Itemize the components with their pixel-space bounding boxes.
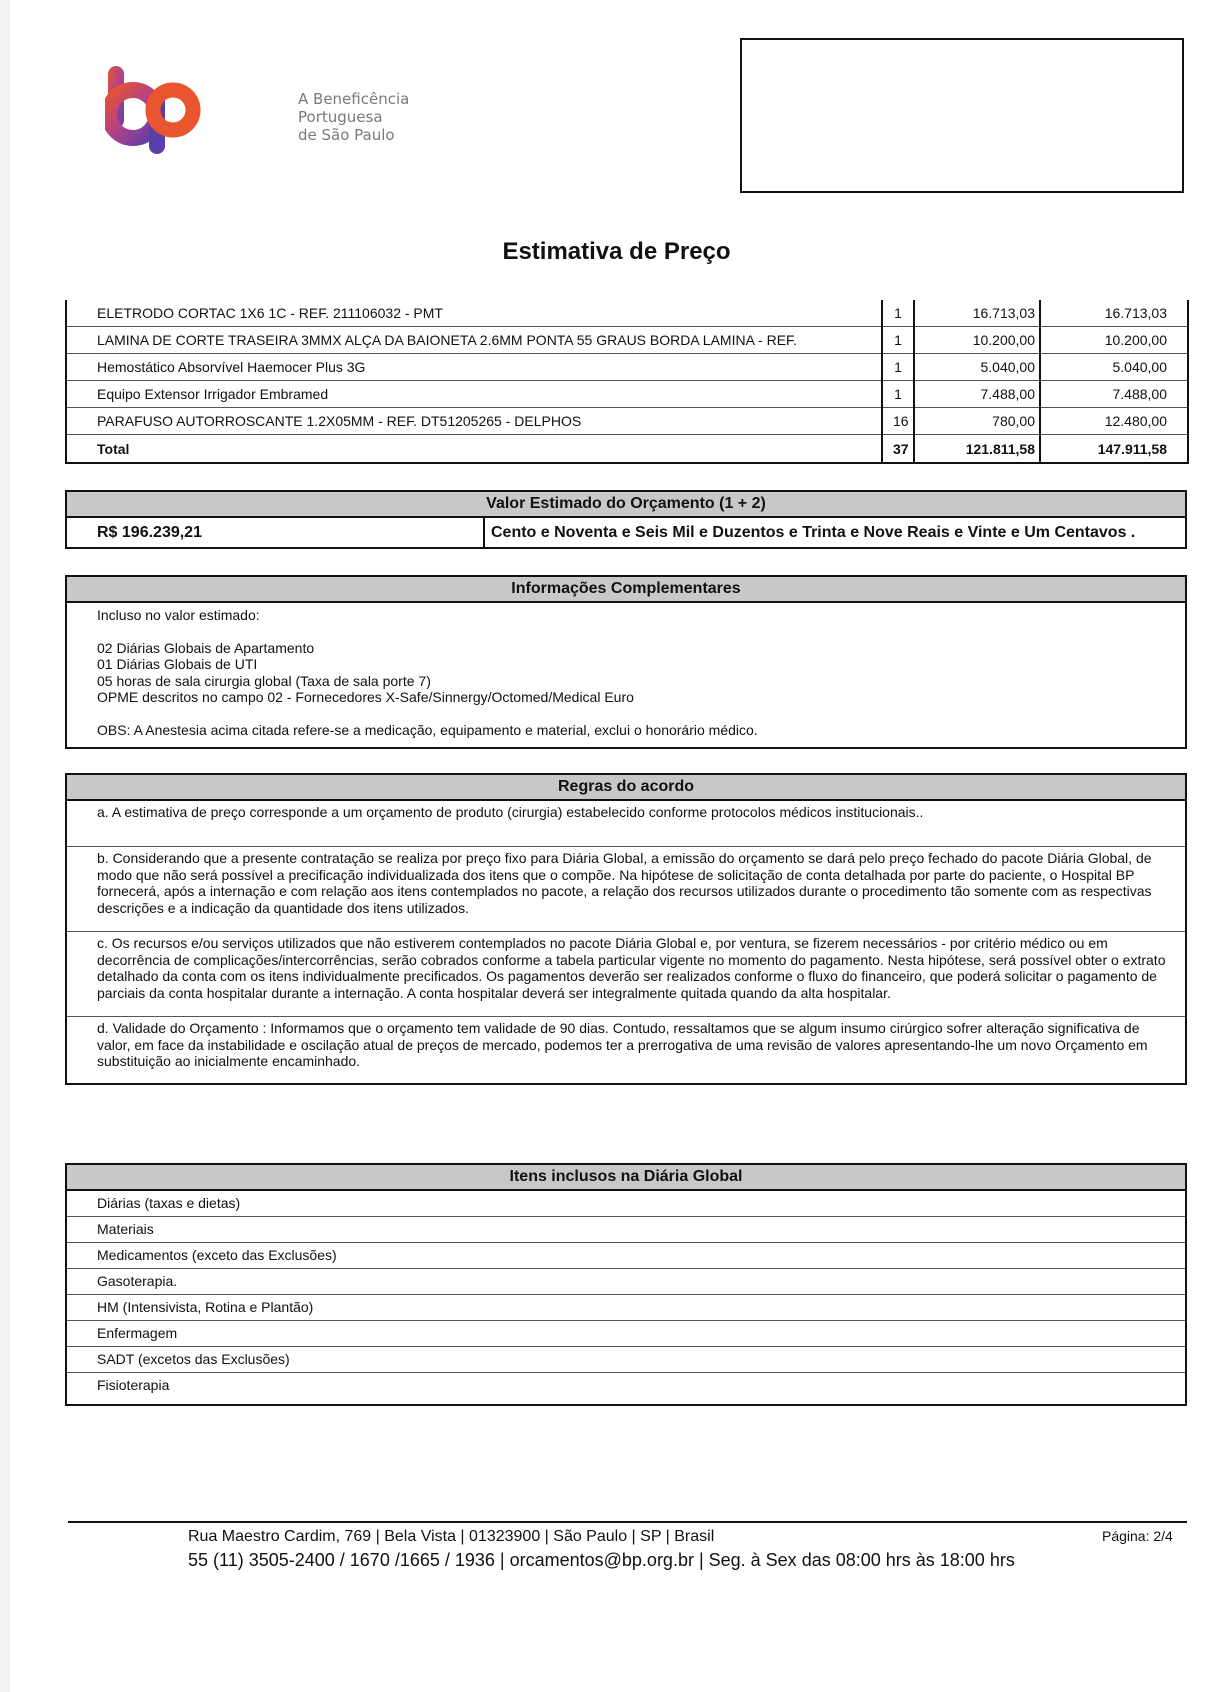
item-qty: 1 bbox=[882, 354, 914, 381]
valor-amount: R$ 196.239,21 bbox=[67, 518, 485, 548]
rule-item: d. Validade do Orçamento : Informamos que o orçamento tem validade de 90 dias. Contudo, ressaltamos que se algum insumo cirúrgico sofrer alteração significativa de valor, em face da instabilidade e oscilação atual de preços de mercado, podemos ter a prerrogativa de uma revisão de valores apresentando-lhe um novo Orçamento em substituição ao inicialmente encaminhado. bbox=[97, 1020, 1148, 1069]
total-unit: 121.811,58 bbox=[914, 435, 1040, 464]
footer-address: Rua Maestro Cardim, 769 | Bela Vista | 01323900 | São Paulo | SP | Brasil bbox=[188, 1528, 715, 1545]
item-total: 5.040,00 bbox=[1040, 354, 1188, 381]
included-section bbox=[65, 1163, 1187, 1406]
total-row bbox=[66, 435, 1188, 464]
included-header: Itens inclusos na Diária Global bbox=[67, 1165, 1185, 1191]
info-line: OPME descritos no campo 02 - Fornecedores X-Safe/Sinnergy/Octomed/Medical Euro bbox=[97, 689, 634, 705]
info-obs: OBS: A Anestesia acima citada refere-se a medicação, equipamento e material, exclui o honorário médico. bbox=[97, 721, 758, 738]
item-unit: 5.040,00 bbox=[914, 354, 1040, 381]
list-item: Materiais bbox=[67, 1217, 1185, 1243]
item-unit: 10.200,00 bbox=[914, 327, 1040, 354]
table-row bbox=[66, 408, 1188, 435]
rules-header: Regras do acordo bbox=[67, 775, 1185, 801]
bp-logo-icon bbox=[105, 62, 205, 162]
rule-item: c. Os recursos e/ou serviços utilizados que não estiverem contemplados no pacote Diária Global e, por ventura, se fizerem necessários - por critério médico ou em decorrência de complicações/intercorrências, serão cobrados conforme a tabela particular vigente no momento do pagamento. Nesta hipótese, será possível obter o extrato detalhado da conta com os itens individualmente precificados. Os pagamentos deverão ser realizados conforme o fluxo do financeiro, que poderá solicitar o pagamento de parciais da conta hospitalar durante a internação. A conta hospitalar deverá ser integralmente quitada quando da alta hospitalar. bbox=[67, 932, 1185, 1017]
info-intro: Incluso no valor estimado: bbox=[97, 607, 260, 623]
list-item: Enfermagem bbox=[67, 1321, 1185, 1347]
org-name bbox=[298, 90, 409, 144]
info-section bbox=[65, 575, 1187, 749]
item-desc: LAMINA DE CORTE TRASEIRA 3MMX ALÇA DA BAIONETA 2.6MM PONTA 55 GRAUS BORDA LAMINA - REF. bbox=[66, 327, 882, 354]
footer-divider bbox=[68, 1521, 1187, 1523]
item-desc: Hemostático Absorvível Haemocer Plus 3G bbox=[66, 354, 882, 381]
item-qty: 1 bbox=[882, 327, 914, 354]
item-qty: 1 bbox=[882, 381, 914, 408]
valor-estimado-section bbox=[65, 490, 1187, 549]
info-body bbox=[67, 603, 1185, 748]
item-desc: PARAFUSO AUTORROSCANTE 1.2X05MM - REF. DT51205265 - DELPHOS bbox=[66, 408, 882, 435]
item-total: 12.480,00 bbox=[1040, 408, 1188, 435]
page-number: Página: 2/4 bbox=[1102, 1528, 1173, 1544]
info-line: 05 horas de sala cirurgia global (Taxa de sala porte 7) bbox=[97, 672, 431, 689]
rule-item: b. Considerando que a presente contratação se realiza por preço fixo para Diária Global, a emissão do orçamento se dará pelo preço fechado do pacote Diária Global, de modo que não será possível a precificação individualizada dos itens que o compõe. Na hipótese de solicitação de conta detalhada por parte do paciente, o Hospital BP fornecerá, após a internação e com relação aos itens contemplados no pacote, a relação dos recursos utilizados durante o procedimento tão somente com as respectivas descrições e a indicação da quantidade dos itens utilizados. bbox=[67, 847, 1185, 932]
svg-text:bp: bp bbox=[155, 161, 157, 162]
valor-header: Valor Estimado do Orçamento (1 + 2) bbox=[67, 492, 1185, 518]
org-name-line3: de São Paulo bbox=[298, 126, 395, 144]
document-page bbox=[10, 0, 1223, 1692]
org-name-line1: A Beneficência bbox=[298, 90, 410, 108]
page-title: Estimativa de Preço bbox=[502, 238, 731, 265]
items-table bbox=[65, 300, 1189, 464]
item-total: 7.488,00 bbox=[1040, 381, 1188, 408]
table-row bbox=[66, 300, 1188, 327]
total-total: 147.911,58 bbox=[1040, 435, 1188, 464]
item-qty: 16 bbox=[882, 408, 914, 435]
stamp-box bbox=[740, 38, 1184, 193]
table-row bbox=[66, 381, 1188, 408]
list-item: Diárias (taxas e dietas) bbox=[67, 1191, 1185, 1217]
item-desc: Equipo Extensor Irrigador Embramed bbox=[66, 381, 882, 408]
item-unit: 7.488,00 bbox=[914, 381, 1040, 408]
footer-contact: 55 (11) 3505-2400 / 1670 /1665 / 1936 | orcamentos@bp.org.br | Seg. à Sex das 08:00 hrs às 18:00 hrs bbox=[188, 1550, 1015, 1570]
valor-extenso: Cento e Noventa e Seis Mil e Duzentos e Trinta e Nove Reais e Vinte e Um Centavos . bbox=[491, 524, 1136, 541]
list-item: HM (Intensivista, Rotina e Plantão) bbox=[67, 1295, 1185, 1321]
info-header: Informações Complementares bbox=[67, 577, 1185, 603]
table-row bbox=[66, 354, 1188, 381]
list-item: SADT (excetos das Exclusões) bbox=[67, 1347, 1185, 1373]
list-item: Gasoterapia. bbox=[67, 1269, 1185, 1295]
list-item: Fisioterapia bbox=[97, 1377, 170, 1393]
item-total: 16.713,03 bbox=[1040, 300, 1188, 327]
total-qty: 37 bbox=[882, 435, 914, 464]
item-desc: ELETRODO CORTAC 1X6 1C - REF. 211106032 - PMT bbox=[66, 300, 882, 327]
list-item: Medicamentos (exceto das Exclusões) bbox=[67, 1243, 1185, 1269]
item-qty: 1 bbox=[882, 300, 914, 327]
info-line: 02 Diárias Globais de Apartamento bbox=[97, 639, 315, 656]
total-label: Total bbox=[66, 435, 882, 464]
table-row bbox=[66, 327, 1188, 354]
info-line: 01 Diárias Globais de UTI bbox=[97, 656, 258, 672]
org-name-line2: Portuguesa bbox=[298, 108, 383, 126]
item-unit: 16.713,03 bbox=[914, 300, 1040, 327]
rule-item: a. A estimativa de preço corresponde a um orçamento de produto (cirurgia) estabelecido conforme protocolos médicos institucionais.. bbox=[67, 801, 1185, 847]
rules-section bbox=[65, 773, 1187, 1085]
valor-row bbox=[67, 518, 1185, 548]
item-total: 10.200,00 bbox=[1040, 327, 1188, 354]
item-unit: 780,00 bbox=[914, 408, 1040, 435]
